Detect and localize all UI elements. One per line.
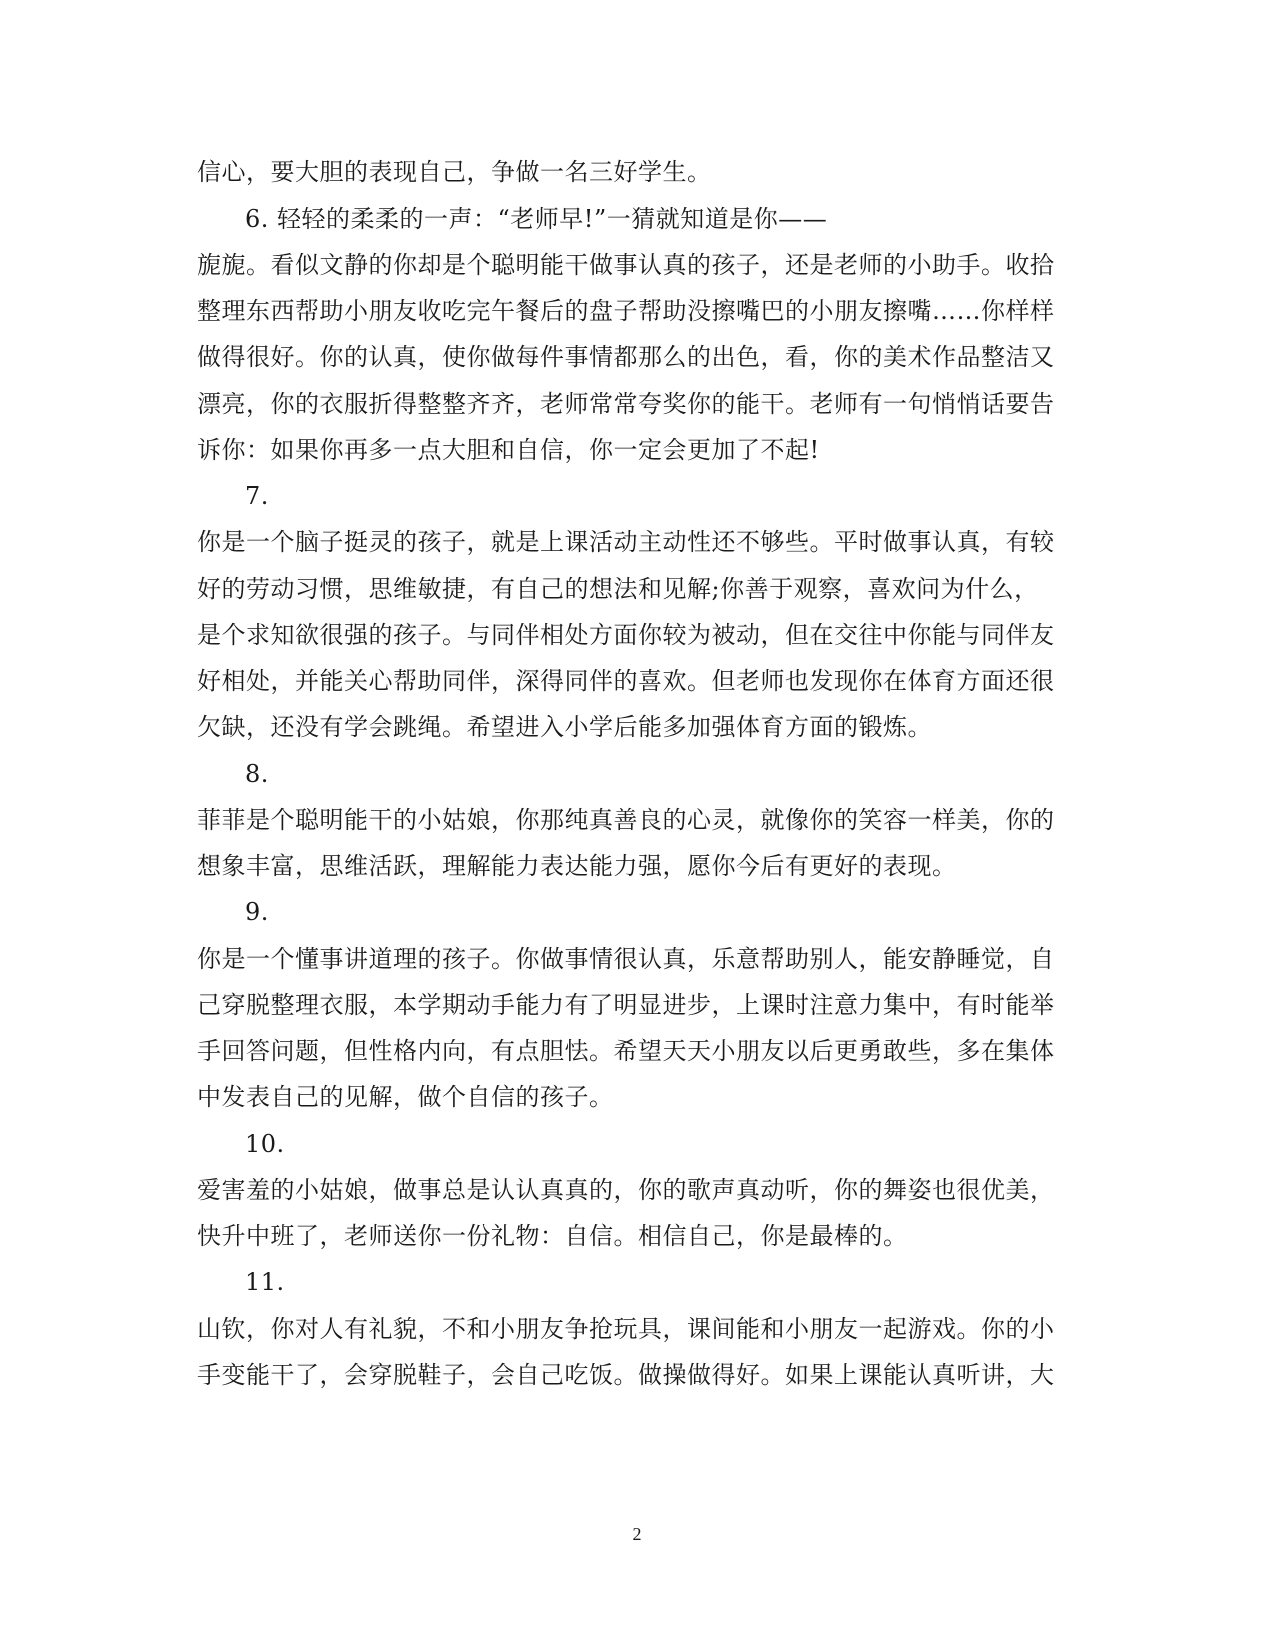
item-number-11: 11.: [245, 1268, 285, 1296]
text-line: 山钦，你对人有礼貌，不和小朋友争抢玩具，课间能和小朋友一起游戏。你的小: [197, 1315, 1055, 1343]
item-number-10: 10.: [245, 1130, 285, 1158]
text-line: 手变能干了，会穿脱鞋子，会自己吃饭。做操做得好。如果上课能认真听讲，大: [197, 1361, 1055, 1389]
text-line: 你是一个懂事讲道理的孩子。你做事情很认真，乐意帮助别人，能安静睡觉，自: [197, 945, 1055, 973]
text-line: 想象丰富，思维活跃，理解能力表达能力强，愿你今后有更好的表现。: [197, 852, 957, 880]
text-line: 爱害羞的小姑娘，做事总是认认真真的，你的歌声真动听，你的舞姿也很优美，: [197, 1176, 1055, 1204]
text-line: 中发表自己的见解，做个自信的孩子。: [197, 1083, 614, 1111]
text-line: 信心，要大胆的表现自己，争做一名三好学生。: [197, 158, 712, 186]
text-line: 己穿脱整理衣服，本学期动手能力有了明显进步，上课时注意力集中，有时能举: [197, 991, 1055, 1019]
text-line: 是个求知欲很强的孩子。与同伴相处方面你较为被动，但在交往中你能与同伴友: [197, 621, 1055, 649]
text-line: 菲菲是个聪明能干的小姑娘，你那纯真善良的心灵，就像你的笑容一样美，你的: [197, 806, 1055, 834]
text-line: 诉你：如果你再多一点大胆和自信，你一定会更加了不起!: [197, 436, 820, 464]
text-line: 漂亮，你的衣服折得整整齐齐，老师常常夸奖你的能干。老师有一句悄悄话要告: [197, 390, 1055, 418]
page-number: 2: [632, 1524, 642, 1544]
item-number-8: 8.: [245, 760, 269, 788]
item-number-7: 7.: [245, 482, 269, 510]
text-line: 你是一个脑子挺灵的孩子，就是上课活动主动性还不够些。平时做事认真，有较: [197, 528, 1055, 556]
text-line: 整理东西帮助小朋友收吃完午餐后的盘子帮助没擦嘴巴的小朋友擦嘴……你样样: [197, 297, 1055, 325]
item-heading-6: 6. 轻轻的柔柔的一声：“老师早!”一猜就知道是你——: [245, 205, 828, 233]
text-line: 快升中班了，老师送你一份礼物：自信。相信自己，你是最棒的。: [197, 1222, 908, 1250]
text-line: 手回答问题，但性格内向，有点胆怯。希望天天小朋友以后更勇敢些，多在集体: [197, 1037, 1055, 1065]
text-line: 好的劳动习惯，思维敏捷，有自己的想法和见解;你善于观察，喜欢问为什么，: [197, 575, 1039, 603]
text-line: 旎旎。看似文静的你却是个聪明能干做事认真的孩子，还是老师的小助手。收拾: [197, 251, 1055, 279]
item-number-9: 9.: [245, 898, 269, 926]
text-line: 好相处，并能关心帮助同伴，深得同伴的喜欢。但老师也发现你在体育方面还很: [197, 667, 1055, 695]
text-line: 做得很好。你的认真，使你做每件事情都那么的出色，看，你的美术作品整洁又: [197, 343, 1055, 371]
text-line: 欠缺，还没有学会跳绳。希望进入小学后能多加强体育方面的锻炼。: [197, 713, 932, 741]
